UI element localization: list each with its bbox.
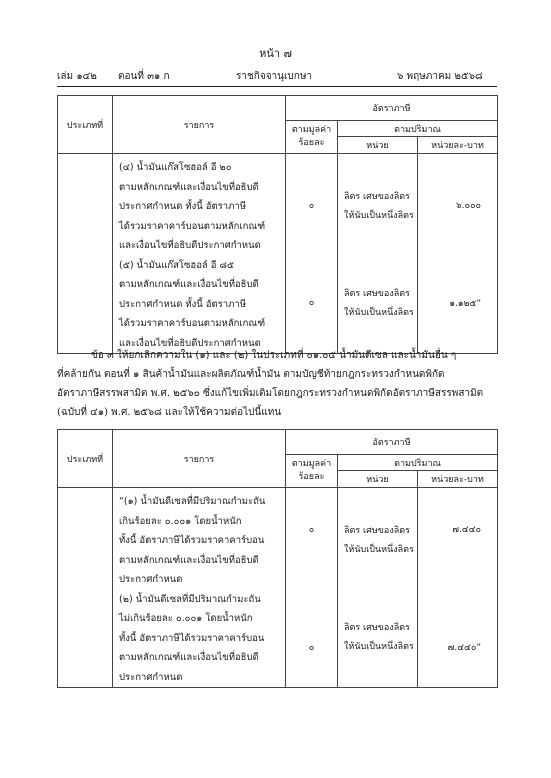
per-unit-rate: ๖.๐๐๐ [455,201,482,211]
header-by-quantity: ตามปริมาณ [338,455,498,471]
header-type: ประเภทที่ [58,430,113,488]
header-per-unit: หน่วยละ-บาท [418,137,498,154]
unit-cell [338,154,418,354]
value-rate: ๐ [308,298,315,309]
per-unit-rate: ๗.๔๔๐ [452,525,482,535]
header-items: รายการ [113,430,286,488]
item-line: ประกาศกำหนด [119,574,183,585]
item-line: (๕) น้ำมันแก๊สโซฮอล์ อี ๘๕ [119,259,235,271]
item-line: ทั้งนี้ อัตราภาษีได้รวมราคาคาร์บอน [119,632,265,644]
item-line: ประกาศกำหนด ทั้งนี้ อัตราภาษี [119,201,246,212]
tariff-table-1 [57,95,498,354]
header-unit: หน่วย [338,137,418,154]
clause-3-paragraph [57,346,502,422]
paragraph-line: (ฉบับที่ ๔๑) พ.ศ. ๒๕๖๘ และให้ใช้ความต่อไปนี้แทน [57,407,282,418]
unit-text: ให้นับเป็นหนึ่งลิตร [344,642,414,652]
item-line: ได้รวมราคาคาร์บอนตามหลักเกณฑ์ [119,220,266,232]
value-cell [286,488,338,688]
header-by-value-line1: ตามมูลค่า [291,459,332,469]
item-line: เกินร้อยละ ๐.๐๐๑ โดยน้ำหนัก [119,515,242,527]
tariff-table-2 [57,429,498,688]
unit-text: ลิตร เศษของลิตร [344,622,410,633]
item-line: ตามหลักเกณฑ์และเงื่อนไขที่อธิบดี [119,652,259,663]
item-line: และเงื่อนไขที่อธิบดีประกาศกำหนด [119,337,261,349]
items-cell [113,154,286,354]
type-cell [58,488,113,688]
paragraph-line: อัตราภาษีสรรพสามิต พ.ศ. ๒๕๖๐ ซึ่งแก้ไขเพิ่มเติมโดยกฎกระทรวงกำหนดพิกัดอัตราภาษีสรรพสามิต [57,388,484,399]
unit-text: ลิตร เศษของลิตร [344,288,410,299]
header-type: ประเภทที่ [58,96,113,154]
item-line: “(๑) น้ำมันดีเซลที่มีปริมาณกำมะถัน [119,496,266,507]
item-line: ประกาศกำหนด ทั้งนี้ อัตราภาษี [119,298,246,310]
header-by-value-line2: ร้อยละ [298,138,325,148]
unit-text: ลิตร เศษของลิตร [344,525,410,536]
gazette-volume: เล่ม ๑๔๒ [57,71,97,82]
item-line: ทั้งนี้ อัตราภาษีได้รวมราคาคาร์บอน [119,535,265,546]
header-unit: หน่วย [338,471,418,488]
per-unit-rate: ๑.๑๒๕” [449,298,482,309]
gazette-title: ราชกิจจานุเบกษา [236,71,313,82]
per-unit-rate: ๗.๔๔๐” [447,642,482,653]
rate-cell [418,488,498,688]
header-by-quantity: ตามปริมาณ [338,121,498,137]
unit-text: ให้นับเป็นหนึ่งลิตร [344,545,414,555]
header-per-unit: หน่วยละ-บาท [418,471,498,488]
value-rate: ๐ [308,525,315,535]
paragraph-line: ข้อ ๓ ให้ยกเลิกความใน (๑) และ (๒) ในประเภทที่ ๐๑.๐๕ น้ำมันดีเซล และน้ำมันอื่น ๆ [91,350,457,361]
rate-cell [418,154,498,354]
page-number: หน้า ๗ [259,47,292,60]
header-tax-rate: อัตราภาษี [286,96,498,121]
header-by-value-line2: ร้อยละ [298,472,325,482]
item-line: ไม่เกินร้อยละ ๐.๐๐๑ โดยน้ำหนัก [119,613,253,624]
item-line: ตามหลักเกณฑ์และเงื่อนไขที่อธิบดี [119,181,259,193]
item-line: ได้รวมราคาคาร์บอนตามหลักเกณฑ์ [119,318,266,329]
unit-text: ลิตร เศษของลิตร [344,191,410,202]
type-cell [58,154,113,354]
header-by-value [286,121,338,154]
value-rate: ๐ [308,201,315,212]
header-items: รายการ [113,96,286,154]
value-cell [286,154,338,354]
paragraph-line: ที่คล้ายกัน ตอนที่ ๑ สินค้าน้ำมันและผลิตภัณฑ์น้ำมัน ตามบัญชีท้ายกฎกระทรวงกำหนดพิกัด [57,369,445,380]
gazette-section: ตอนที่ ๓๑ ก [118,71,170,82]
items-cell [113,488,286,688]
item-line: (๔) น้ำมันแก๊สโซฮอล์ อี ๒๐ [119,162,232,173]
gazette-date: ๖ พฤษภาคม ๒๕๖๘ [397,71,483,82]
header-by-value [286,455,338,488]
item-line: ตามหลักเกณฑ์และเงื่อนไขที่อธิบดี [119,554,259,566]
unit-cell [338,488,418,688]
value-rate: ๐ [308,642,315,653]
header-by-value-line1: ตามมูลค่า [291,125,332,135]
header-tax-rate: อัตราภาษี [286,430,498,455]
item-line: (๒) น้ำมันดีเซลที่มีปริมาณกำมะถัน [119,593,261,605]
item-line: ตามหลักเกณฑ์และเงื่อนไขที่อธิบดี [119,279,259,290]
item-line: และเงื่อนไขที่อธิบดีประกาศกำหนด [119,240,261,251]
header-divider [57,86,497,87]
item-line: ประกาศกำหนด [119,671,183,683]
unit-text: ให้นับเป็นหนึ่งลิตร [344,308,414,318]
unit-text: ให้นับเป็นหนึ่งลิตร [344,211,414,221]
